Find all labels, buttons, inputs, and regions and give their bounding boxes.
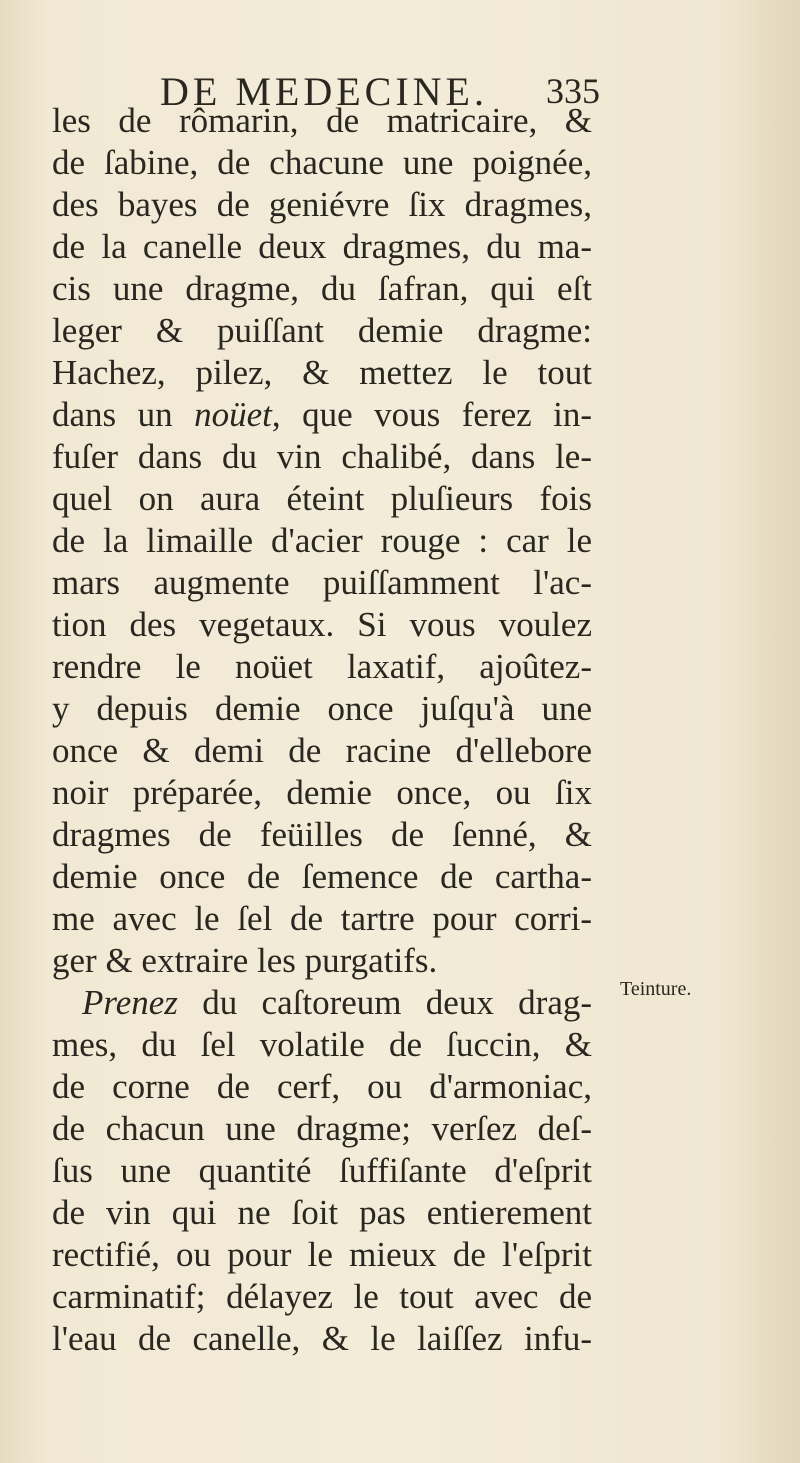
- text-line: leger & puiſſant demie dragme:: [52, 311, 592, 350]
- text-line: once & demi de racine d'ellebore: [52, 731, 592, 770]
- text-line: cis une dragme, du ſafran, qui eſt: [52, 269, 592, 308]
- text-line: Hachez, pilez, & mettez le tout: [52, 353, 592, 392]
- italic-word: Prenez: [82, 983, 178, 1022]
- text-line: de corne de cerf, ou d'armoniac,: [52, 1067, 592, 1106]
- text-line: rendre le noüet laxatif, ajoûtez-: [52, 647, 592, 686]
- text-segment: , que vous ferez in-: [271, 395, 593, 434]
- text-line: demie once de ſemence de cartha-: [52, 857, 592, 896]
- text-line: [52, 982, 592, 1024]
- text-line: de la limaille d'acier rouge : car le: [52, 521, 592, 560]
- text-line: mes, du ſel volatile de ſuccin, &: [52, 1025, 592, 1064]
- text-line: ſus une quantité ſuffiſante d'eſprit: [52, 1151, 592, 1190]
- text-line: quel on aura éteint pluſieurs fois: [52, 479, 592, 518]
- text-line: [52, 394, 592, 436]
- text-line: fuſer dans du vin chalibé, dans le-: [52, 437, 592, 476]
- text-line: dragmes de feüilles de ſenné, &: [52, 815, 592, 854]
- text-line: ger & extraire les purgatifs.: [52, 941, 438, 980]
- text-segment: dans un: [52, 395, 195, 434]
- text-line: des bayes de geniévre ſix dragmes,: [52, 185, 592, 224]
- page-number: 335: [546, 71, 600, 111]
- italic-word: noüet: [194, 395, 272, 434]
- text-line: mars augmente puiſſamment l'ac-: [52, 563, 592, 602]
- running-head: DE MEDECINE.: [160, 69, 488, 114]
- text-line: me avec le ſel de tartre pour corri-: [52, 899, 592, 938]
- text-line: de la canelle deux dragmes, du ma-: [52, 227, 592, 266]
- text-line: tion des vegetaux. Si vous voulez: [52, 605, 592, 644]
- text-line: de vin qui ne ſoit pas entierement: [52, 1193, 592, 1232]
- text-line: de chacun une dragme; verſez deſ-: [52, 1109, 592, 1148]
- text-line: noir préparée, demie once, ou ſix: [52, 773, 592, 812]
- text-line: y depuis demie once juſqu'à une: [52, 689, 592, 728]
- text-line: carminatif; délayez le tout avec de: [52, 1277, 592, 1316]
- text-line: les de rômarin, de matricaire, &: [52, 101, 592, 140]
- margin-note: Teinture.: [620, 978, 692, 1000]
- text-line: rectifié, ou pour le mieux de l'eſprit: [52, 1235, 592, 1274]
- text-line: l'eau de canelle, & le laiſſez infu-: [52, 1319, 592, 1358]
- text-line: de ſabine, de chacune une poignée,: [52, 143, 592, 182]
- body-text: [52, 100, 592, 1360]
- text-segment: du caſtoreum deux drag-: [202, 983, 593, 1022]
